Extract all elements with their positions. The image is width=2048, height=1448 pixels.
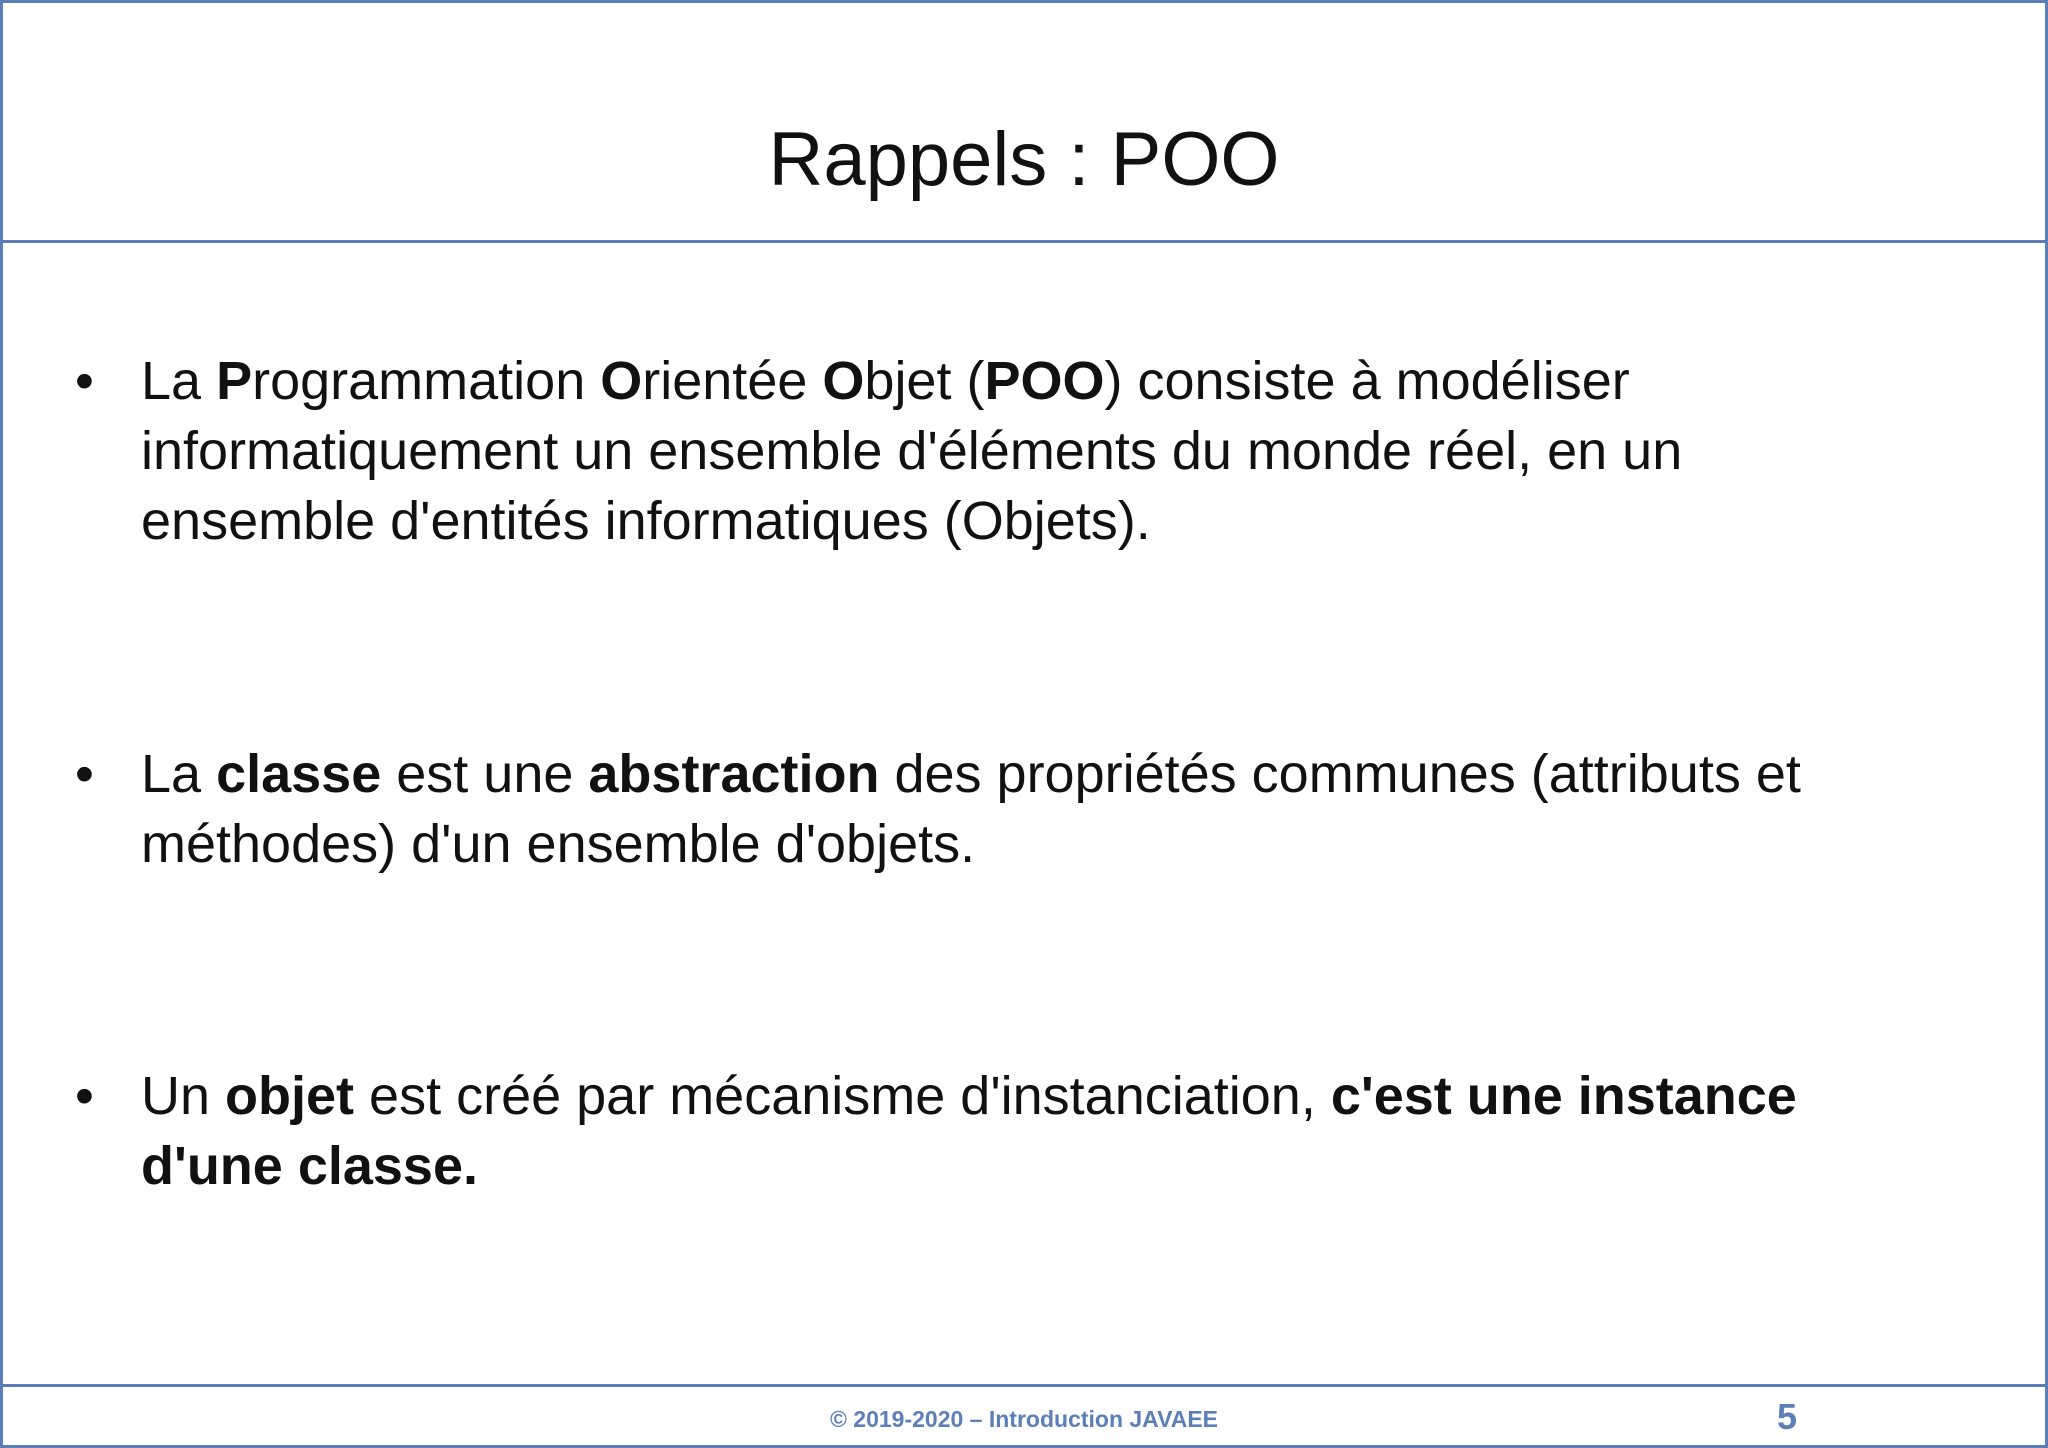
text-run-bold: POO (984, 351, 1105, 411)
bullet-text (141, 346, 2021, 556)
text-run: Un (141, 1066, 226, 1126)
text-run: La (141, 351, 217, 411)
title-bar (3, 3, 2045, 243)
text-run-bold: classe (216, 744, 382, 804)
bullet-line (141, 1061, 2021, 1131)
text-run: bjet ( (864, 351, 985, 411)
text-run-bold: P (216, 351, 253, 411)
text-run-bold: d'une classe. (141, 1136, 478, 1196)
text-run: informatiquement un ensemble d'éléments du monde réel, en un (141, 421, 1683, 481)
text-run: rientée (642, 351, 823, 411)
bullet-dot-icon: • (75, 744, 94, 804)
text-run-bold: O (600, 351, 643, 411)
bullet-dot-icon: • (75, 351, 94, 411)
text-run: est une (381, 744, 589, 804)
page-number: 5 (1776, 1396, 1798, 1437)
slide-title: Rappels : POO (768, 117, 1280, 202)
text-run: ensemble d'entités informatiques (Objets). (141, 491, 1151, 551)
bullet-text (141, 1061, 2021, 1201)
bullet-line (141, 739, 2021, 809)
text-run-bold: abstraction (588, 744, 880, 804)
text-run: méthodes) d'un ensemble d'objets. (141, 814, 976, 874)
text-run: des propriétés communes (attributs et (879, 744, 1801, 804)
bullet-line (141, 346, 2021, 416)
bullet-text (141, 739, 2021, 879)
bullet-dot-icon: • (75, 1066, 94, 1126)
bullet-line (141, 416, 2021, 486)
text-run-bold: O (822, 351, 865, 411)
text-run: ) consiste à modéliser (1104, 351, 1630, 411)
text-run: rogrammation (252, 351, 601, 411)
bullet-line (141, 486, 2021, 556)
bullet-line (141, 1131, 2021, 1201)
slide-content (3, 246, 2045, 1382)
text-run: est créé par mécanisme d'instanciation, (354, 1066, 1331, 1126)
text-run: La (141, 744, 217, 804)
text-run-bold: objet (225, 1066, 355, 1126)
text-run-bold: c'est une instance (1330, 1066, 1797, 1126)
footer-divider (3, 1384, 2045, 1387)
footer-copyright: © 2019-2020 – Introduction JAVAEE (829, 1406, 1219, 1432)
bullet-line (141, 809, 2021, 879)
